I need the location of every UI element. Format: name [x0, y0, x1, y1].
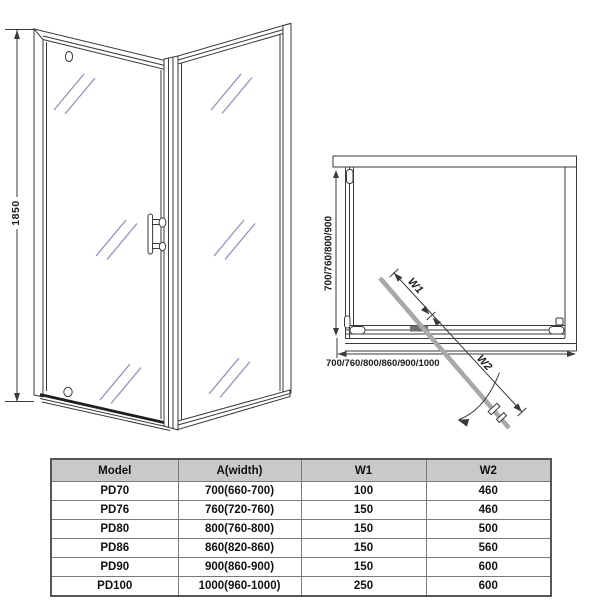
open-door-leaf: [380, 275, 509, 428]
a-width-cell: 760(720-760): [178, 501, 301, 520]
model-cell: PD80: [51, 520, 178, 539]
door-widths-label: 700/760/800/860/900/1000: [326, 358, 440, 369]
header-w1: W1: [301, 459, 426, 482]
pivot-hinge-bottom-icon: [64, 387, 72, 396]
a-width-cell: 700(660-700): [178, 482, 301, 501]
model-cell: PD86: [51, 539, 178, 558]
table-row: [51, 520, 551, 539]
header-model: Model: [51, 459, 178, 482]
w1-cell: 150: [301, 520, 426, 539]
header-a-width: A(width): [178, 459, 301, 482]
model-cell: PD70: [51, 482, 178, 501]
glass-hatching: [54, 74, 255, 404]
plan-enclosure-outline: [333, 156, 577, 351]
spec-table-container: [50, 458, 550, 597]
elevation-view: [5, 24, 291, 431]
w1-cell: 100: [301, 482, 426, 501]
table-row: [51, 482, 551, 501]
a-width-cell: 1000(960-1000): [178, 577, 301, 597]
w2-cell: 600: [426, 558, 551, 577]
w2-cell: 460: [426, 501, 551, 520]
plan-wall-brackets: [345, 170, 565, 335]
w2-cell: 600: [426, 577, 551, 597]
plan-view: [333, 156, 577, 428]
pivot-hinge-top-icon: [65, 52, 72, 62]
w1-cell: 250: [301, 577, 426, 597]
w1-cell: 150: [301, 558, 426, 577]
w2-cell: 500: [426, 520, 551, 539]
w2-cell: 460: [426, 482, 551, 501]
w2-label: W2: [474, 352, 495, 374]
w1-cell: 150: [301, 539, 426, 558]
header-w2: W2: [426, 459, 551, 482]
w2-cell: 560: [426, 539, 551, 558]
height-dimension-label: 1850: [10, 200, 22, 226]
w1-cell: 150: [301, 501, 426, 520]
table-row: [51, 577, 551, 597]
model-cell: PD76: [51, 501, 178, 520]
a-width-cell: 900(860-900): [178, 558, 301, 577]
a-width-cell: 800(760-800): [178, 520, 301, 539]
table-header-row: [51, 459, 551, 482]
side-panel-widths-label: 700/760/800/900: [323, 215, 335, 292]
a-width-cell: 860(820-860): [178, 539, 301, 558]
w1-label: W1: [405, 275, 426, 297]
model-cell: PD100: [51, 577, 178, 597]
spec-table: [50, 458, 552, 597]
table-row: [51, 558, 551, 577]
w1-w2-dimension: [390, 269, 527, 416]
model-cell: PD90: [51, 558, 178, 577]
door-handle-icon: [148, 214, 166, 254]
table-row: [51, 539, 551, 558]
table-row: [51, 501, 551, 520]
